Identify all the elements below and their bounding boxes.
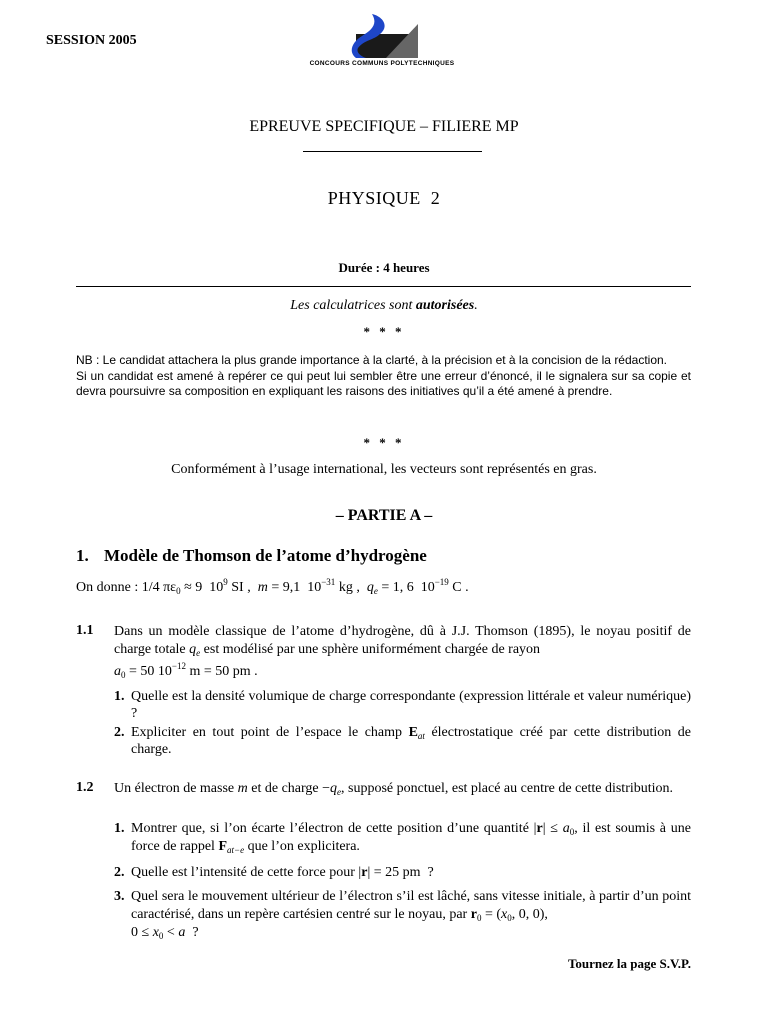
list-item bbox=[114, 688, 691, 722]
math-x0-range: $0 \le x_0 < a$ bbox=[131, 925, 186, 941]
list-item bbox=[114, 888, 691, 942]
math-m: m bbox=[237, 781, 248, 796]
vector-convention: Conformément à l’usage international, les vecteurs sont représentés en gras. bbox=[171, 462, 597, 477]
math-r0: $r_0 = (x_0$, 0, 0), bbox=[470, 907, 548, 923]
math-qe: $q_e$ bbox=[189, 642, 201, 658]
math-minus-qe: $-q_e$ bbox=[322, 781, 342, 797]
item-text-b: , il est soumis à une force de rappel bbox=[131, 821, 691, 854]
section-number: 1. bbox=[76, 546, 89, 565]
given-label: On donne : bbox=[76, 580, 142, 595]
logo-graphic bbox=[286, 12, 476, 60]
given-constants bbox=[76, 577, 469, 596]
title-divider bbox=[303, 151, 482, 152]
q12-text-c: , supposé ponctuel, est placé au centre de cette distribution. bbox=[341, 781, 674, 796]
list-item bbox=[114, 864, 691, 881]
list-item bbox=[114, 724, 691, 758]
calc-prefix: Les calculatrices sont bbox=[290, 298, 416, 313]
item-number: 2. bbox=[114, 725, 125, 740]
item-text-c: que l’on explicitera. bbox=[247, 839, 360, 854]
math-Eat: $E_{at}$ bbox=[408, 725, 425, 741]
math-radius: $a_0 = 50$ $10^{-12}$ m = 50 pm . bbox=[114, 661, 258, 680]
nb-line-1: NB : Le candidat attachera la plus grande importance à la clarté, à la précision et à la concision de la rédaction. bbox=[76, 353, 668, 367]
logo-text: CONCOURS COMMUNS POLYTECHNIQUES bbox=[309, 60, 455, 67]
duration-label: Durée : 4 heures bbox=[338, 260, 430, 275]
nb-line-2: Si un candidat est amené à repérer ce qui peut lui sembler être une erreur d’énoncé, il le signalera sur sa copie et devra poursuivre sa composition en expliquant les raisons des initiatives qu’il a été amené à prendre. bbox=[76, 368, 691, 398]
item-number: 2. bbox=[114, 865, 125, 880]
epreuve-title: EPREUVE SPECIFIQUE – FILIERE MP bbox=[249, 118, 519, 135]
nb-notice bbox=[76, 353, 691, 400]
item-text-b: électrostatique créé par cette distribution de charge. bbox=[131, 725, 691, 757]
calculator-notice bbox=[0, 298, 768, 314]
separator-stars: * * * bbox=[363, 324, 405, 339]
constants-formula: 1/4 $\pi\varepsilon_0 \approx 9$ $10^9$ SI , m = 9,1 $10^{-31}$ kg , $q_e = 1$, 6 $10^{-19}$ C . bbox=[141, 577, 469, 596]
question-number: 1.1 bbox=[76, 623, 94, 638]
item-number: 1. bbox=[114, 821, 125, 836]
question-number: 1.2 bbox=[76, 780, 94, 795]
item-text-a: Montrer que, si l’on écarte l’électron de cette position d’une quantité bbox=[131, 821, 529, 836]
item-text-a: Quelle est l’intensité de cette force pour bbox=[131, 865, 355, 880]
item-number: 1. bbox=[114, 689, 125, 704]
q12-text-a: Un électron de masse bbox=[114, 781, 235, 796]
math-r-25pm: |r| = 25 pm bbox=[358, 865, 421, 880]
item-text-b: ? bbox=[427, 865, 434, 880]
section-heading bbox=[76, 546, 427, 566]
item-text: Quelle est la densité volumique de charge correspondante (expression littérale et valeur numérique) ? bbox=[131, 689, 691, 721]
calc-suffix: . bbox=[474, 298, 478, 313]
math-r-le-a0: $|r| \le a_0$ bbox=[533, 821, 575, 837]
partie-title: – PARTIE A – bbox=[335, 507, 433, 524]
session-label: SESSION 2005 bbox=[46, 33, 137, 48]
q11-text-a: Dans un modèle classique de l’atome d’hydrogène, dû à J.J. Thomson (1895), le noyau positif de charge totale bbox=[114, 624, 691, 657]
item-number: 3. bbox=[114, 889, 125, 904]
concours-logo bbox=[286, 12, 476, 72]
subject-title: PHYSIQUE 2 bbox=[327, 188, 441, 208]
question-text bbox=[114, 623, 691, 681]
item-text-b: ? bbox=[192, 925, 199, 940]
math-Fat-e: $F_{at-e}$ bbox=[218, 839, 245, 855]
separator-stars: * * * bbox=[363, 435, 405, 450]
q12-text-b: et de charge bbox=[251, 781, 319, 796]
question-text bbox=[114, 780, 691, 798]
calc-emphasis: autorisées bbox=[415, 298, 475, 313]
page-turn-note: Tournez la page S.V.P. bbox=[567, 956, 691, 971]
item-text-a: Expliciter en tout point de l’espace le champ bbox=[131, 725, 403, 740]
item-text-a: Quel sera le mouvement ultérieur de l’électron s’il est lâché, sans vitesse initiale, à partir d’un point caractérisé, dans un repère cartésien centré sur le noyau, par bbox=[131, 889, 691, 922]
list-item bbox=[114, 820, 691, 856]
section-title: Modèle de Thomson de l’atome d’hydrogène bbox=[104, 546, 427, 565]
q11-text-b: est modélisé par une sphère uniformément chargée de rayon bbox=[203, 642, 541, 657]
header-rule bbox=[76, 286, 691, 287]
